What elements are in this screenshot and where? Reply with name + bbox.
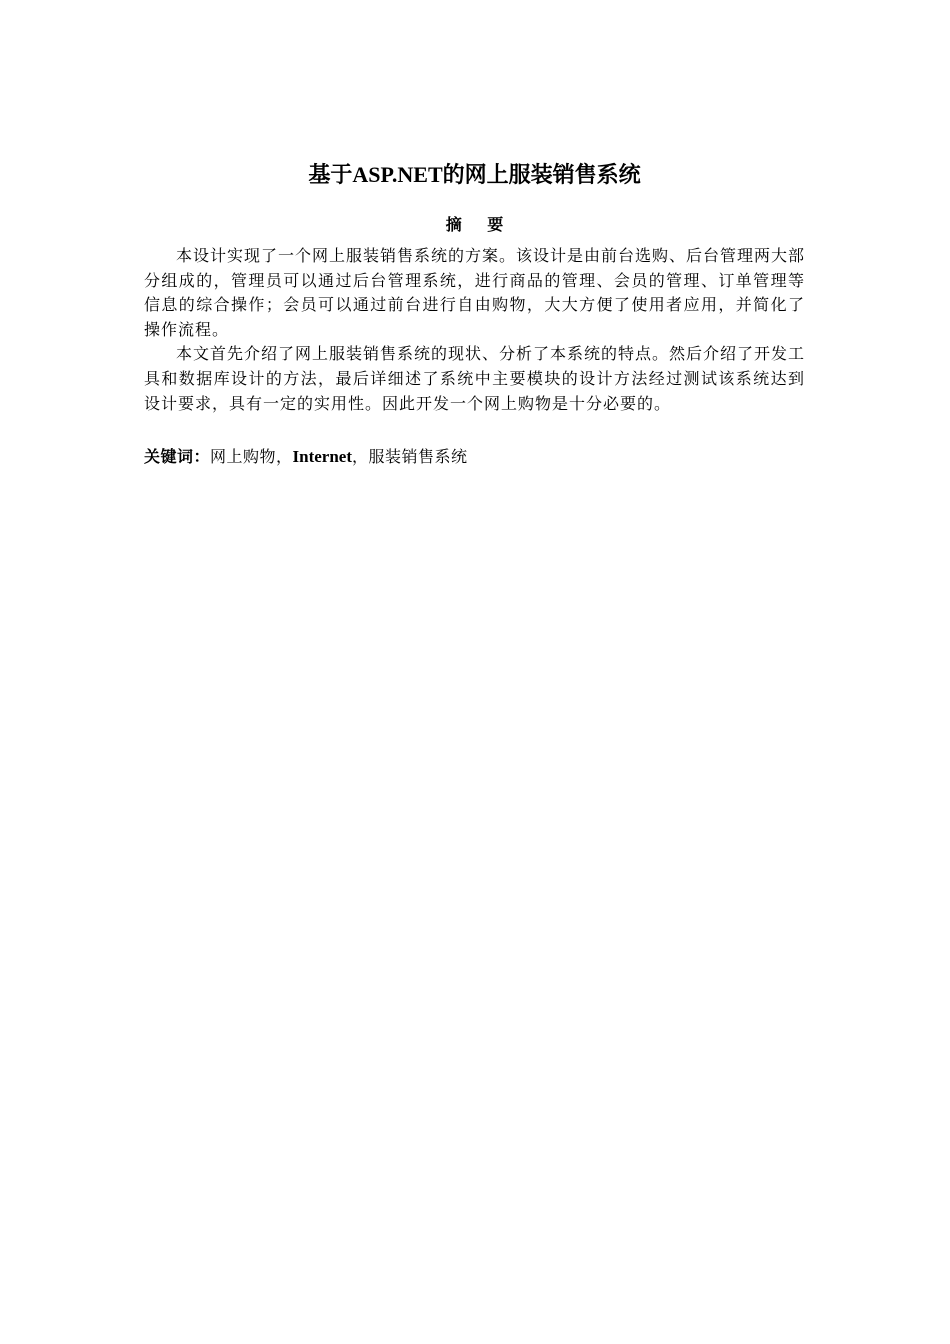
keywords-label: 关键词： (144, 447, 211, 467)
document-title: 基于ASP.NET的网上服装销售系统 (308, 162, 641, 187)
keyword-internet: Internet (292, 447, 353, 467)
abstract-paragraph-2: 本文首先介绍了网上服装销售系统的现状、分析了本系统的特点。然后介绍了开发工具和数据库设计的方法，最后详细述了系统中主要模块的设计方法经过测试该系统达到设计要求，具有一定的实用性。因此开发一个网上购物是十分必要的。 (144, 344, 806, 413)
keywords-line (144, 445, 805, 469)
abstract-paragraph-1: 本设计实现了一个网上服装销售系统的方案。该设计是由前台选购、后台管理两大部分组成的，管理员可以通过后台管理系统，进行商品的管理、会员的管理、订单管理等信息的综合操作；会员可以通过前台进行自由购物，大大方便了使用者应用，并简化了操作流程。 (144, 246, 806, 339)
abstract-section (144, 158, 805, 469)
keyword-clothing-system: ，服装销售系统 (352, 447, 468, 467)
abstract-heading: 摘 要 (445, 215, 514, 234)
keyword-online-shopping: 网上购物， (210, 447, 293, 467)
